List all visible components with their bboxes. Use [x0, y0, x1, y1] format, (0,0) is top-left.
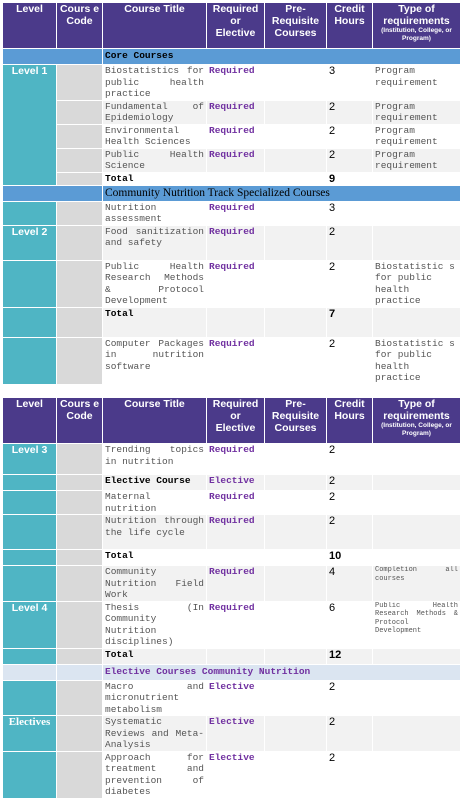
prerequisite [265, 716, 327, 752]
course-title: Elective Course [103, 475, 207, 491]
requirement-type [373, 515, 460, 550]
section-row-track [3, 185, 460, 201]
requirement: Elective [207, 716, 265, 752]
table-row [3, 148, 460, 172]
header-credit: Credit Hours [327, 3, 373, 49]
study-plan-table-1 [2, 2, 460, 385]
requirement: Required [207, 225, 265, 260]
requirement-type: Biostatistic s for public health practice [373, 260, 460, 307]
credit-hours: 6 [327, 601, 373, 648]
header-row [3, 3, 460, 49]
header-code: Cours e Code [57, 398, 103, 444]
credit-hours: 2 [327, 124, 373, 148]
prerequisite [265, 566, 327, 602]
total-row [3, 172, 460, 185]
level-label: Level 2 [3, 225, 57, 260]
prerequisite [265, 491, 327, 515]
section-row-electives [3, 664, 460, 680]
total-label: Total [103, 550, 207, 566]
requirement: Required [207, 65, 265, 101]
course-title: Nutrition assessment [103, 201, 207, 225]
table-row [3, 201, 460, 225]
course-code [57, 716, 103, 752]
total-row [3, 307, 460, 337]
prerequisite [265, 65, 327, 101]
course-code [57, 680, 103, 716]
level-label: Level 1 [3, 65, 57, 186]
prerequisite [265, 444, 327, 475]
total-credit: 7 [327, 307, 373, 337]
course-code [57, 148, 103, 172]
header-title: Course Title [103, 3, 207, 49]
credit-hours: 2 [327, 751, 373, 798]
prerequisite [265, 337, 327, 384]
table-row [3, 65, 460, 101]
prerequisite [265, 751, 327, 798]
table-row [3, 680, 460, 716]
requirement-type [373, 716, 460, 752]
course-title: Community Nutrition Field Work [103, 566, 207, 602]
header-type-label: Type of requirements [383, 3, 450, 27]
course-code [57, 444, 103, 475]
credit-hours: 2 [327, 716, 373, 752]
total-label: Total [103, 648, 207, 664]
level-label: Level 3 [3, 444, 57, 475]
credit-hours: 4 [327, 566, 373, 602]
table-row [3, 751, 460, 798]
level-label: Electives [3, 716, 57, 752]
requirement-type: Public Health Research Methods & Protocol Development [373, 601, 460, 648]
header-level: Level [3, 398, 57, 444]
credit-hours: 2 [327, 148, 373, 172]
prerequisite [265, 475, 327, 491]
requirement: Required [207, 201, 265, 225]
requirement: Elective [207, 680, 265, 716]
header-row [3, 398, 460, 444]
header-required: Required or Elective [207, 3, 265, 49]
course-code [57, 337, 103, 384]
course-title: Maternal nutrition [103, 491, 207, 515]
requirement: Elective [207, 475, 265, 491]
prerequisite [265, 148, 327, 172]
requirement-type: Program requirement [373, 148, 460, 172]
requirement-type [373, 680, 460, 716]
study-plan-table-2 [2, 397, 460, 799]
section-row-core [3, 49, 460, 65]
credit-hours: 2 [327, 225, 373, 260]
table-row [3, 124, 460, 148]
course-title: Biostatistics for public health practice [103, 65, 207, 101]
course-code [57, 491, 103, 515]
table-row [3, 337, 460, 384]
requirement-type [373, 751, 460, 798]
table-row [3, 716, 460, 752]
header-type-note: (Institution, College, or Program) [381, 422, 452, 437]
course-title: Computer Packages in nutrition software [103, 337, 207, 384]
course-code [57, 201, 103, 225]
header-type [373, 3, 460, 49]
header-required: Required or Elective [207, 398, 265, 444]
header-credit: Credit Hours [327, 398, 373, 444]
total-label: Total [103, 172, 207, 185]
table-row [3, 444, 460, 475]
credit-hours: 2 [327, 475, 373, 491]
prerequisite [265, 201, 327, 225]
course-title: Public Health Science [103, 148, 207, 172]
requirement: Required [207, 100, 265, 124]
requirement: Required [207, 601, 265, 648]
course-code [57, 515, 103, 550]
credit-hours: 3 [327, 201, 373, 225]
requirement: Required [207, 491, 265, 515]
course-title: Nutrition through the life cycle [103, 515, 207, 550]
prerequisite [265, 100, 327, 124]
total-credit: 9 [327, 172, 373, 185]
course-title: Food sanitization and safety [103, 225, 207, 260]
requirement: Required [207, 515, 265, 550]
header-type-note: (Institution, College, or Program) [381, 27, 452, 42]
course-title: Trending topics in nutrition [103, 444, 207, 475]
course-code [57, 751, 103, 798]
requirement: Required [207, 260, 265, 307]
section-title: Community Nutrition Track Specialized Courses [103, 185, 460, 201]
course-title: Approach for treatment and prevention of diabetes [103, 751, 207, 798]
requirement-type: Biostatistic s for public health practice [373, 337, 460, 384]
total-row [3, 550, 460, 566]
total-row [3, 648, 460, 664]
requirement-type [373, 225, 460, 260]
section-title: Core Courses [103, 49, 460, 65]
table-row [3, 566, 460, 602]
table-row [3, 100, 460, 124]
course-code [57, 225, 103, 260]
credit-hours: 2 [327, 260, 373, 307]
total-credit: 10 [327, 550, 373, 566]
level-label: Level 4 [3, 601, 57, 648]
requirement: Elective [207, 751, 265, 798]
credit-hours: 2 [327, 100, 373, 124]
prerequisite [265, 515, 327, 550]
requirement-type: Completion all courses [373, 566, 460, 602]
course-title: Fundamental of Epidemiology [103, 100, 207, 124]
requirement-type: Program requirement [373, 124, 460, 148]
requirement-type: Program requirement [373, 100, 460, 124]
credit-hours: 2 [327, 444, 373, 475]
header-title: Course Title [103, 398, 207, 444]
course-title: Public Health Research Methods & Protocol Development [103, 260, 207, 307]
header-prerequisite: Pre-Requisite Courses [265, 398, 327, 444]
requirement: Required [207, 444, 265, 475]
requirement-type: Program requirement [373, 65, 460, 101]
requirement: Required [207, 124, 265, 148]
header-type [373, 398, 460, 444]
course-title: Thesis (In Community Nutrition disciplines) [103, 601, 207, 648]
requirement: Required [207, 337, 265, 384]
prerequisite [265, 260, 327, 307]
requirement-type [373, 491, 460, 515]
requirement-type [373, 444, 460, 475]
total-credit: 12 [327, 648, 373, 664]
prerequisite [265, 225, 327, 260]
table-row [3, 225, 460, 260]
requirement: Required [207, 148, 265, 172]
table-row [3, 601, 460, 648]
table-row [3, 515, 460, 550]
course-code [57, 100, 103, 124]
course-code [57, 124, 103, 148]
credit-hours: 2 [327, 515, 373, 550]
course-title: Systematic Reviews and Meta-Analysis [103, 716, 207, 752]
course-code [57, 566, 103, 602]
header-type-label: Type of requirements [383, 398, 450, 422]
credit-hours: 2 [327, 680, 373, 716]
course-code [57, 601, 103, 648]
table-row [3, 475, 460, 491]
table-row [3, 491, 460, 515]
requirement-type [373, 201, 460, 225]
table-row [3, 260, 460, 307]
prerequisite [265, 680, 327, 716]
credit-hours: 3 [327, 65, 373, 101]
course-title: Environmental Health Sciences [103, 124, 207, 148]
course-code [57, 260, 103, 307]
header-code: Cours e Code [57, 3, 103, 49]
course-code [57, 65, 103, 101]
credit-hours: 2 [327, 491, 373, 515]
credit-hours: 2 [327, 337, 373, 384]
section-title: Elective Courses Community Nutrition [103, 664, 460, 680]
total-label: Total [103, 307, 207, 337]
prerequisite [265, 601, 327, 648]
course-title: Macro and micronutrient metabolism [103, 680, 207, 716]
course-code [57, 475, 103, 491]
header-prerequisite: Pre-Requisite Courses [265, 3, 327, 49]
header-level: Level [3, 3, 57, 49]
requirement-type [373, 475, 460, 491]
prerequisite [265, 124, 327, 148]
requirement: Required [207, 566, 265, 602]
